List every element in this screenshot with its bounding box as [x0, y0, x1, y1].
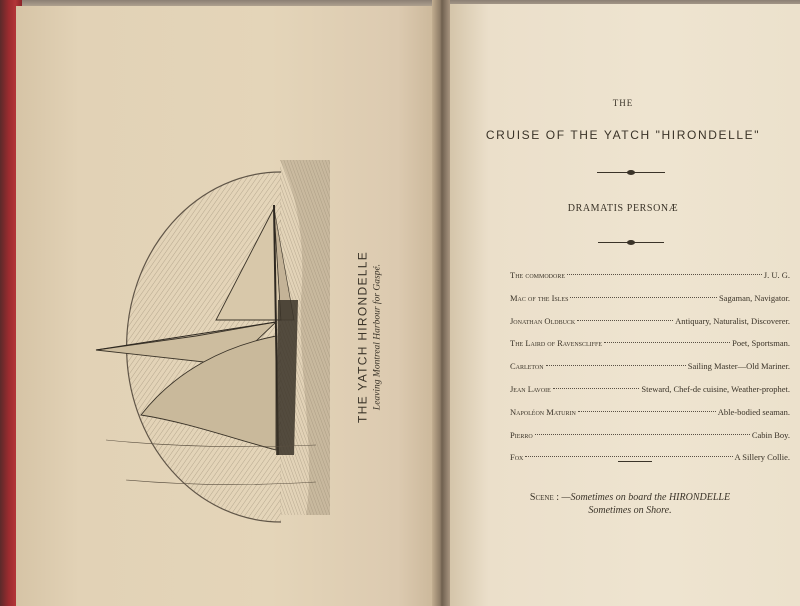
cast-role: Sailing Master—Old Mariner. [687, 361, 790, 372]
cast-name: Carleton [510, 361, 544, 372]
short-rule [618, 461, 652, 462]
book-gutter [432, 0, 450, 606]
page-title: CRUISE OF THE YATCH "HIRONDELLE" [485, 128, 761, 142]
yacht-engraving [66, 150, 346, 530]
cast-name: Fox [510, 452, 524, 463]
cast-name: The commodore [510, 270, 565, 280]
dot-leader [604, 342, 730, 343]
cast-row [510, 407, 790, 430]
cast-role: Sagaman, Navigator. [718, 292, 790, 303]
cast-role: Poet, Sportsman. [732, 338, 790, 349]
cast-role: Antiquary, Naturalist, Discoverer. [675, 315, 790, 326]
cast-row [510, 430, 790, 453]
dot-leader [577, 320, 673, 321]
cast-name: Napoléon Maturin [510, 406, 576, 417]
dot-leader [553, 388, 640, 389]
caption-subtitle: Leaving Montreal Harbour for Gaspé. [372, 263, 383, 411]
cast-name: Jonathan Oldbuck [510, 315, 576, 326]
scene-label: Scene : [529, 492, 560, 503]
dramatis-personae-heading: DRAMATIS PERSONÆ [567, 203, 679, 214]
scene-note [460, 491, 800, 517]
cast-row [510, 384, 790, 407]
scene-line-1: —Sometimes on board the HIRONDELLE [561, 492, 731, 503]
scene-line-2: Sometimes on Shore. [588, 505, 672, 516]
cast-name: Mac of the Isles [510, 292, 569, 303]
cast-name: Jean Lavoie [510, 383, 551, 394]
ornament-divider-middle [598, 242, 664, 243]
cast-row [510, 316, 790, 339]
cast-row [510, 293, 790, 316]
dot-leader [525, 456, 732, 457]
dot-leader [578, 411, 716, 412]
cast-role: A Sillery Collie. [734, 452, 790, 463]
cast-row [510, 452, 790, 475]
cast-row [510, 361, 790, 384]
dot-leader [570, 297, 717, 298]
cast-name: Pierro [510, 429, 533, 440]
cast-list [510, 270, 790, 475]
dot-leader [546, 365, 686, 366]
cast-row [510, 270, 790, 293]
cast-role: Steward, Chef-de cuisine, Weather-prophet. [641, 383, 790, 394]
dot-leader [567, 274, 762, 275]
ornament-divider-top [597, 172, 665, 173]
dot-leader [535, 434, 750, 435]
heading-the: THE [612, 98, 634, 108]
caption-title: THE YATCH HIRONDELLE [355, 250, 370, 424]
illustration-caption [338, 244, 400, 430]
cast-name: The Laird of Ravenscliffe [510, 338, 602, 349]
cast-role: Able-bodied seaman. [717, 406, 790, 417]
cast-row [510, 338, 790, 361]
cast-role: Cabin Boy. [751, 429, 790, 440]
cast-role: J. U. G. [763, 270, 790, 280]
